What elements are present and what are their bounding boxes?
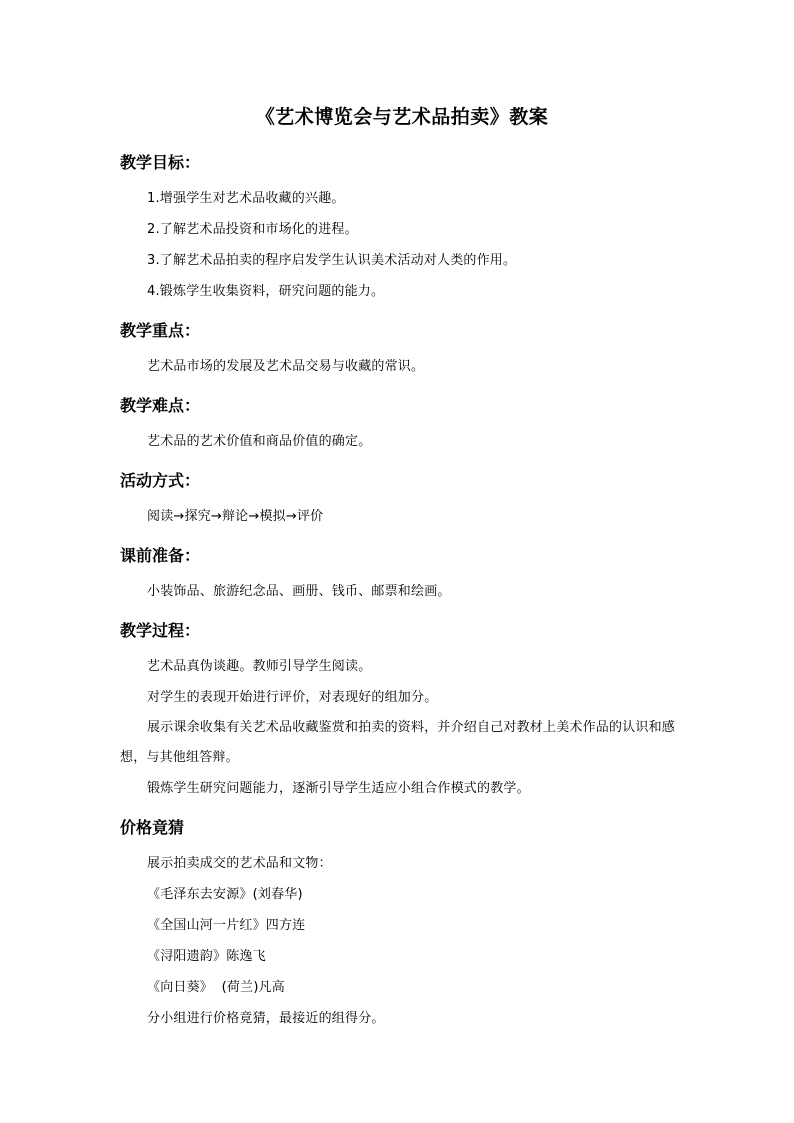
artwork-item-1: 《毛泽东去安源》(刘春华) [147,887,303,902]
key-points-text: 艺术品市场的发展及艺术品交易与收藏的常识。 [147,359,425,374]
goal-item-1: 1.增强学生对艺术品收藏的兴趣。 [147,191,345,206]
preparation-heading: 课前准备： [120,546,201,565]
price-guess-line-6: 分小组进行价格竟猜，最接近的组得分。 [147,1011,385,1026]
artwork-item-2: 《全国山河一片红》四方连 [147,918,306,933]
document-title: 《艺术博览会与艺术品拍卖》教案 [255,106,549,128]
key-points-heading: 教学重点： [120,321,201,340]
goals-heading: 教学目标： [120,153,201,172]
process-line-1: 艺术品真伪谈趣。教师引导学生阅读。 [147,659,372,674]
price-guess-line-1: 展示拍卖成交的艺术品和文物： [147,856,332,871]
process-heading: 教学过程： [120,621,201,640]
price-guess-heading: 价格竟猜 [120,818,185,837]
activity-text: 阅读→探究→辩论→模拟→评价 [147,509,324,524]
preparation-text: 小装饰品、旅游纪念品、画册、钱币、邮票和绘画。 [147,584,451,599]
goal-item-2: 2.了解艺术品投资和市场化的进程。 [147,222,358,237]
difficulties-text: 艺术品的艺术价值和商品价值的确定。 [147,434,372,449]
process-line-4: 锻炼学生研究问题能力，逐渐引导学生适应小组合作模式的教学。 [147,781,530,796]
process-line-2: 对学生的表现开始进行评价，对表现好的组加分。 [147,690,438,705]
activity-heading: 活动方式： [120,471,201,490]
artwork-item-4: 《向日葵》 (荷兰)凡高 [147,980,286,995]
artwork-item-3: 《浔阳遗韵》陈逸飞 [147,949,266,964]
difficulties-heading: 教学难点： [120,396,201,415]
goal-item-4: 4.锻炼学生收集资料，研究问题的能力。 [147,284,385,299]
process-line-3: 展示课余收集有关艺术品收藏鉴赏和拍卖的资料，并介绍自己对教材上美术作品的认识和感想，与其他组答辩。 [120,720,676,765]
goal-item-3: 3.了解艺术品拍卖的程序启发学生认识美术活动对人类的作用。 [147,253,517,268]
